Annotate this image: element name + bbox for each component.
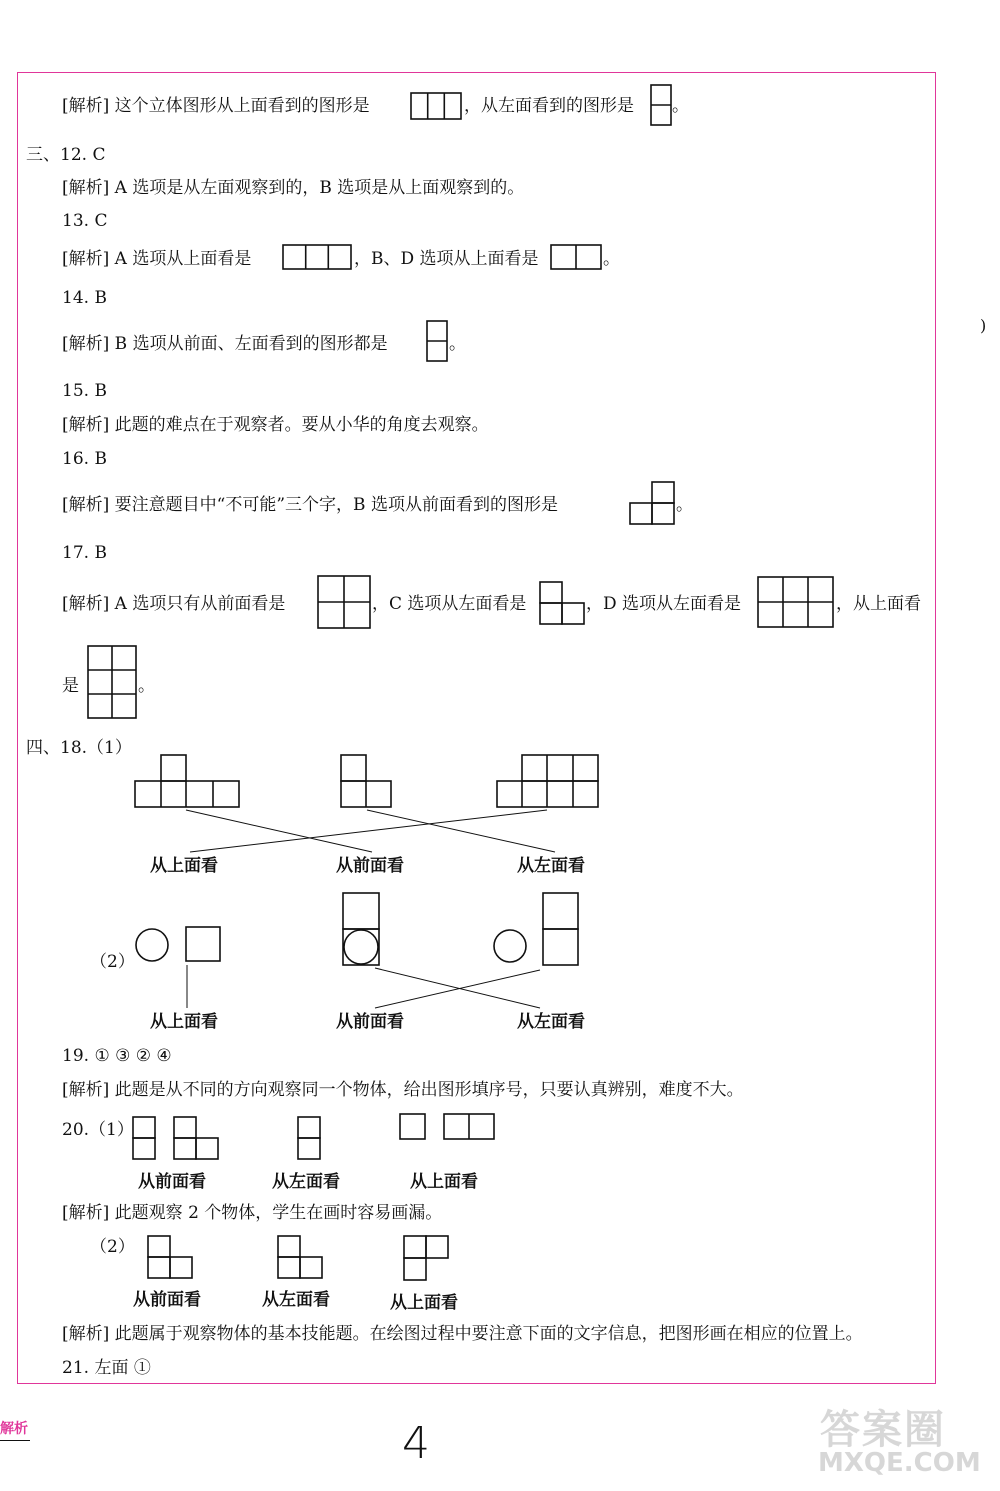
figure-17-top — [86, 644, 140, 722]
label-18-2-left: 从左面看 — [517, 1012, 585, 1032]
figure-14 — [426, 320, 450, 364]
label-18-1-top: 从上面看 — [150, 856, 218, 876]
figure-13-a — [282, 244, 354, 272]
analysis-17-b: ，C 选项从左面看是 — [372, 594, 527, 614]
analysis-13-c: 。 — [603, 249, 620, 269]
label-20-1-top: 从上面看 — [410, 1172, 478, 1192]
analysis-12: [解析] A 选项是从左面观察到的，B 选项是从上面观察到的。 — [62, 178, 525, 198]
figure-left-view-2 — [650, 84, 674, 128]
label-18-1-left: 从左面看 — [517, 856, 585, 876]
label-20-2-top: 从上面看 — [390, 1293, 458, 1313]
figure-16 — [628, 481, 678, 527]
analysis-19: [解析] 此题是从不同的方向观察同一个物体，给出图形填序号，只要认真辨别，难度不大。 — [62, 1080, 744, 1100]
analysis-16-b: 。 — [676, 495, 693, 515]
label-20-2-left: 从左面看 — [262, 1290, 330, 1310]
answer-12: 三、12. C — [26, 145, 106, 165]
answer-20-2: （2） — [90, 1237, 135, 1257]
label-20-1-front: 从前面看 — [138, 1172, 206, 1192]
answer-18-2: （2） — [90, 952, 135, 972]
footer-rule — [0, 1440, 30, 1441]
label-18-1-front: 从前面看 — [336, 856, 404, 876]
figure-top-view-3 — [410, 92, 464, 122]
analysis-11-c: 。 — [672, 96, 689, 116]
watermark-url: MXQE.COM — [818, 1448, 981, 1478]
analysis-17-c: ，D 选项从左面看是 — [586, 594, 742, 614]
label-20-1-left: 从左面看 — [272, 1172, 340, 1192]
section-tag: 解析 — [0, 1421, 28, 1437]
margin-mark: ) — [980, 316, 987, 335]
answer-18-1: 四、18.（1） — [26, 738, 132, 758]
analysis-17-e: 是 — [62, 676, 79, 696]
answer-15: 15. B — [62, 381, 107, 401]
answer-16: 16. B — [62, 449, 107, 469]
label-18-2-top: 从上面看 — [150, 1012, 218, 1032]
analysis-20-1: [解析] 此题观察 2 个物体，学生在画时容易画漏。 — [62, 1203, 443, 1223]
answer-13: 13. C — [62, 211, 108, 231]
answer-20-1: 20.（1） — [62, 1120, 134, 1140]
label-18-2-front: 从前面看 — [336, 1012, 404, 1032]
analysis-11-b: ，从左面看到的图形是 — [464, 96, 634, 116]
label-20-2-front: 从前面看 — [133, 1290, 201, 1310]
figure-17-c — [538, 580, 586, 628]
figure-17-a — [316, 574, 372, 630]
figure-18-1 — [130, 752, 605, 872]
answer-17: 17. B — [62, 543, 107, 563]
analysis-20-2: [解析] 此题属于观察物体的基本技能题。在绘图过程中要注意下面的文字信息，把图形画在相应的位置上。 — [62, 1324, 863, 1344]
figure-13-b — [550, 244, 604, 272]
analysis-14-a: [解析] B 选项从前面、左面看到的图形都是 — [62, 334, 388, 354]
analysis-17-d: ，从上面看 — [836, 594, 921, 614]
figure-20-1 — [128, 1110, 498, 1166]
figure-18-2 — [130, 890, 590, 1015]
analysis-16-a: [解析] 要注意题目中“不可能”三个字，B 选项从前面看到的图形是 — [62, 495, 558, 515]
analysis-15: [解析] 此题的难点在于观察者。要从小华的角度去观察。 — [62, 415, 489, 435]
analysis-13-b: ，B、D 选项从上面看是 — [354, 249, 539, 269]
analysis-14-b: 。 — [449, 334, 466, 354]
page-number: 4 — [402, 1418, 430, 1469]
figure-17-d — [756, 575, 836, 629]
answer-19: 19. ① ③ ② ④ — [62, 1046, 172, 1066]
analysis-11: [解析] 这个立体图形从上面看到的图形是 — [62, 96, 370, 116]
analysis-13-a: [解析] A 选项从上面看是 — [62, 249, 252, 269]
watermark-logo: 答案圈 — [820, 1407, 946, 1453]
figure-20-2 — [145, 1232, 455, 1288]
answer-21: 21. 左面 ① — [62, 1358, 151, 1378]
answer-14: 14. B — [62, 288, 107, 308]
analysis-17-a: [解析] A 选项只有从前面看是 — [62, 594, 286, 614]
analysis-17-f: 。 — [138, 676, 155, 696]
